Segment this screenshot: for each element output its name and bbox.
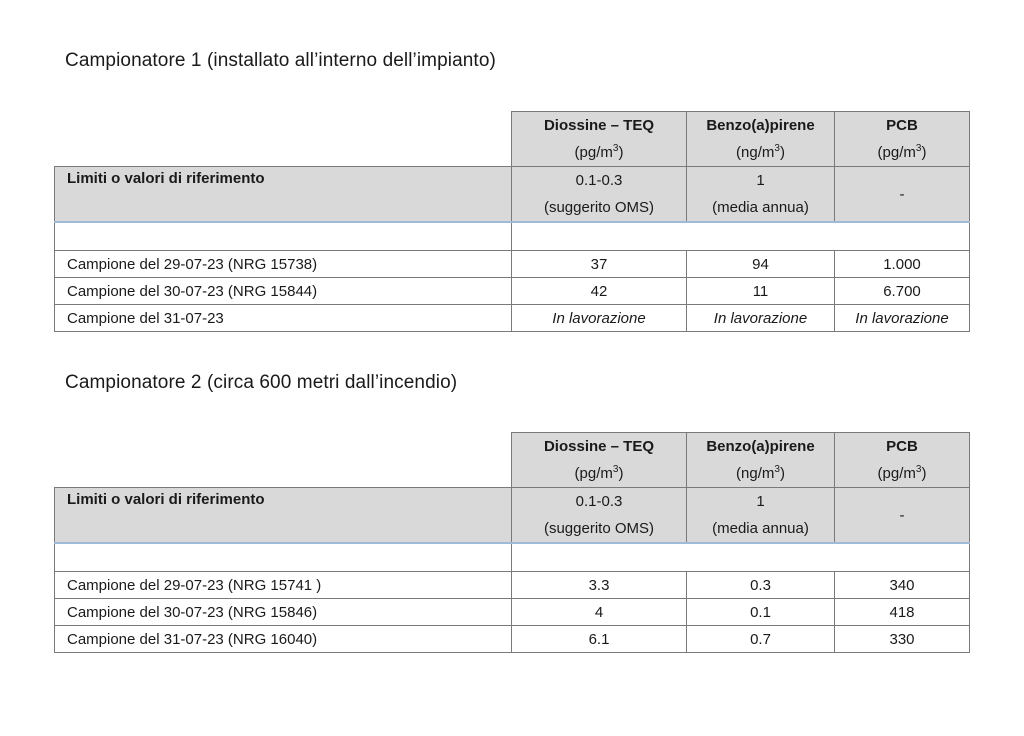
sample-label: Campione del 29-07-23 (NRG 15741 ) bbox=[55, 572, 512, 599]
column-header-benzopyrene bbox=[687, 433, 835, 488]
column-header-dioxins bbox=[512, 112, 687, 167]
limit-pcb: - bbox=[835, 167, 970, 223]
value-benzopyrene: 0.3 bbox=[687, 572, 835, 599]
table-row bbox=[55, 278, 970, 305]
sample-label: Campione del 31-07-23 (NRG 16040) bbox=[55, 626, 512, 653]
column-unit: $(ng/m^3)$ bbox=[736, 143, 785, 161]
limit-dioxins: 0.1-0.3 (suggerito OMS) bbox=[512, 488, 687, 544]
header-blank-cell bbox=[55, 112, 512, 167]
column-name: Diossine – TEQ bbox=[543, 117, 655, 134]
value-pcb: 418 bbox=[835, 599, 970, 626]
section1-table bbox=[54, 111, 970, 332]
column-name: PCB bbox=[886, 438, 918, 455]
limit-benzopyrene: 1 (media annua) bbox=[687, 488, 835, 544]
section1-title: Campionatore 1 (installato all’interno dell’impianto) bbox=[65, 50, 496, 71]
value-pcb: In lavorazione bbox=[835, 305, 970, 332]
header-blank-cell bbox=[55, 433, 512, 488]
column-name: Benzo(a)pirene bbox=[706, 438, 815, 455]
table-row bbox=[55, 251, 970, 278]
value-dioxins: 3.3 bbox=[512, 572, 687, 599]
table-row bbox=[55, 305, 970, 332]
value-benzopyrene: 94 bbox=[687, 251, 835, 278]
column-name: Benzo(a)pirene bbox=[706, 117, 815, 134]
limit-dioxins: 0.1-0.3 (suggerito OMS) bbox=[512, 167, 687, 223]
column-header-pcb bbox=[835, 112, 970, 167]
column-header-benzopyrene bbox=[687, 112, 835, 167]
table-row bbox=[55, 626, 970, 653]
column-unit: $(pg/m^3)$ bbox=[877, 143, 927, 161]
limits-row bbox=[55, 488, 970, 544]
limits-label: Limiti o valori di riferimento bbox=[55, 167, 512, 223]
spacer-row bbox=[55, 222, 970, 251]
limit-pcb: - bbox=[835, 488, 970, 544]
column-header-dioxins bbox=[512, 433, 687, 488]
value-pcb: 340 bbox=[835, 572, 970, 599]
column-unit: $(pg/m^3)$ bbox=[574, 464, 624, 482]
table-header-row bbox=[55, 433, 970, 488]
value-dioxins: 42 bbox=[512, 278, 687, 305]
column-unit: $(ng/m^3)$ bbox=[736, 464, 785, 482]
limits-label: Limiti o valori di riferimento bbox=[55, 488, 512, 544]
column-unit: $(pg/m^3)$ bbox=[574, 143, 624, 161]
table-row bbox=[55, 572, 970, 599]
table-header-row bbox=[55, 112, 970, 167]
value-benzopyrene: 0.7 bbox=[687, 626, 835, 653]
limits-row bbox=[55, 167, 970, 223]
table-row bbox=[55, 599, 970, 626]
sample-label: Campione del 31-07-23 bbox=[55, 305, 512, 332]
value-dioxins: In lavorazione bbox=[512, 305, 687, 332]
spacer-row bbox=[55, 543, 970, 572]
value-dioxins: 37 bbox=[512, 251, 687, 278]
sample-label: Campione del 30-07-23 (NRG 15844) bbox=[55, 278, 512, 305]
limit-benzopyrene: 1 (media annua) bbox=[687, 167, 835, 223]
column-name: PCB bbox=[886, 117, 918, 134]
section2-title: Campionatore 2 (circa 600 metri dall’incendio) bbox=[65, 372, 458, 393]
value-benzopyrene: 11 bbox=[687, 278, 835, 305]
value-pcb: 6.700 bbox=[835, 278, 970, 305]
sample-label: Campione del 30-07-23 (NRG 15846) bbox=[55, 599, 512, 626]
value-dioxins: 6.1 bbox=[512, 626, 687, 653]
column-name: Diossine – TEQ bbox=[543, 438, 655, 455]
section2-table bbox=[54, 432, 970, 653]
value-pcb: 1.000 bbox=[835, 251, 970, 278]
value-benzopyrene: 0.1 bbox=[687, 599, 835, 626]
value-benzopyrene: In lavorazione bbox=[687, 305, 835, 332]
column-unit: $(pg/m^3)$ bbox=[877, 464, 927, 482]
column-header-pcb bbox=[835, 433, 970, 488]
sample-label: Campione del 29-07-23 (NRG 15738) bbox=[55, 251, 512, 278]
value-dioxins: 4 bbox=[512, 599, 687, 626]
value-pcb: 330 bbox=[835, 626, 970, 653]
